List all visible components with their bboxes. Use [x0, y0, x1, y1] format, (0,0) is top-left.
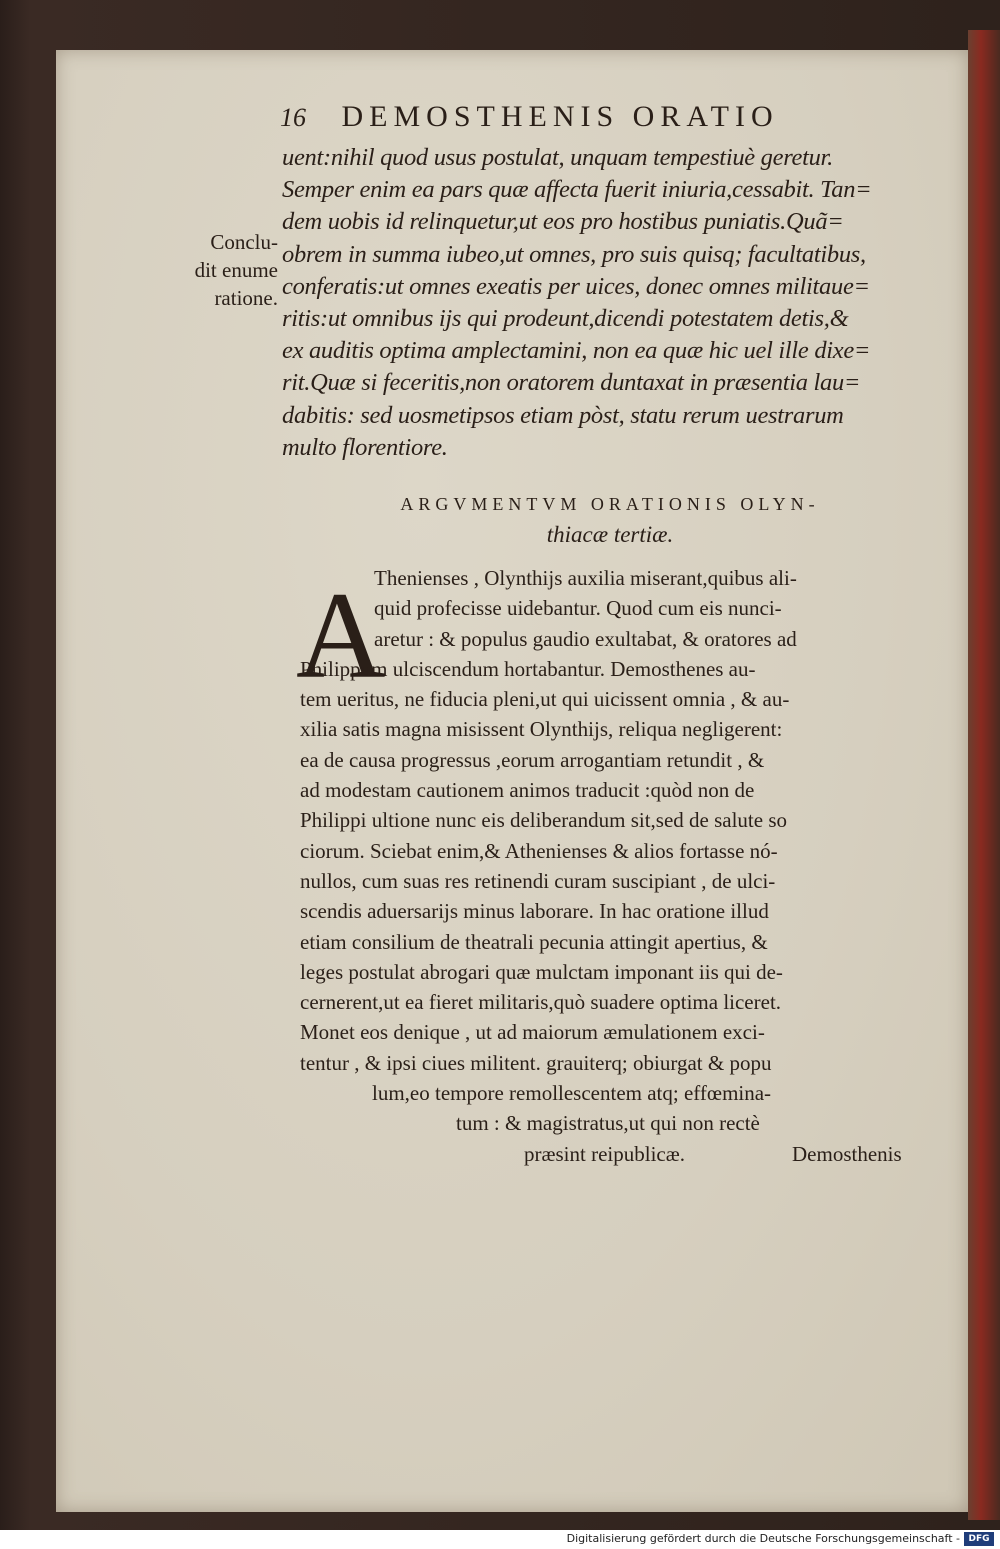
text-line: uent:nihil quod usus postulat, unquam tempestiuè geretur. — [282, 144, 833, 171]
text-line: dem uobis id relinquetur,ut eos pro hostibus puniatis.Quã= — [282, 208, 844, 236]
page-number: 16 — [280, 103, 306, 132]
running-head — [280, 100, 880, 134]
drop-cap: A — [296, 567, 386, 704]
text-line: rit.Quæ si feceritis,non oratorem duntaxat in præsentia lau= — [282, 369, 861, 397]
text-line: Thenienses , Olynthijs auxilia miserant,quibus ali- — [374, 566, 797, 590]
argument-subtitle: thiacæ tertiæ. — [546, 522, 674, 547]
text-line: tentur , & ipsi ciues militent. grauiterq; obiurgat & popu — [300, 1050, 772, 1075]
text-line: cernerent,ut ea fieret militaris,quò suadere optima liceret. — [300, 990, 782, 1015]
text-line: præsint reipublicæ. — [524, 1141, 685, 1166]
oration-conclusion-text — [282, 142, 932, 464]
text-line: scendis aduersarijs minus laborare. In hac oratione illud — [300, 899, 769, 924]
text-line: leges postulat abrogari quæ mulctam imponant iis qui de- — [300, 959, 783, 984]
text-line: Philippum ulciscendum hortabantur. Demosthenes au- — [300, 656, 756, 681]
margin-note — [150, 228, 278, 312]
book-spine — [968, 30, 1000, 1520]
margin-note-line: dit enume — [194, 258, 278, 282]
text-line: lum,eo tempore remollescentem atq; effœmina- — [372, 1081, 772, 1106]
text-line: conferatis:ut omnes exeatis per uices, donec omnes militaue= — [282, 272, 870, 300]
text-line: tem ueritus, ne fiducia pleni,ut qui uicissent omnia , & au- — [300, 687, 790, 712]
text-line: etiam consilium de theatrali pecunia attingit apertius, & — [300, 929, 768, 954]
text-line: ea de causa progressus ,eorum arrogantiam retundit , & — [300, 747, 765, 772]
dfg-logo: DFG — [964, 1532, 994, 1546]
footer-bar — [0, 1530, 1000, 1549]
text-line: nullos, cum suas res retinendi curam suscipiant , de ulci- — [300, 868, 776, 893]
argument-title: ARGVMENTVM ORATIONIS OLYN- — [400, 494, 820, 514]
running-head-title: DEMOSTHENIS ORATIO — [341, 100, 779, 133]
text-line: obrem in summa iubeo,ut omnes, pro suis quisq; facultatibus, — [282, 240, 866, 268]
text-line: xilia satis magna misissent Olynthijs, reliqua negligerent: — [300, 717, 783, 742]
argument-text — [300, 563, 940, 1169]
text-line: ex auditis optima amplectamini, non ea quæ hic uel ille dixe= — [282, 337, 871, 365]
text-line: dabitis: sed uosmetipsos etiam pòst, statu rerum uestrarum — [282, 401, 844, 429]
text-line: quid profecisse uidebantur. Quod cum eis nunci- — [374, 596, 782, 621]
text-line: Semper enim ea pars quæ affecta fuerit iniuria,cessabit. Tan= — [282, 176, 872, 204]
text-line: Philippi ultione nunc eis deliberandum sit,sed de salute so — [300, 808, 788, 833]
margin-note-line: ratione. — [214, 286, 278, 310]
margin-note-line: Conclu- — [210, 230, 278, 254]
text-line: Monet eos denique , ut ad maiorum æmulationem exci- — [300, 1020, 765, 1045]
text-line: tum : & magistratus,ut qui non rectè — [456, 1111, 760, 1136]
text-line: multo florentiore. — [282, 433, 448, 461]
text-line: ad modestam cautionem animos traducit :quòd non de — [300, 778, 755, 803]
funding-notice: Digitalisierung gefördert durch die Deutsche Forschungsgemeinschaft - — [566, 1532, 960, 1545]
text-line: ciorum. Sciebat enim,& Athenienses & alios fortasse nó- — [300, 838, 778, 863]
catchword: Demosthenis — [792, 1142, 902, 1166]
text-line: ritis:ut omnibus ijs qui prodeunt,dicendi potestatem detis,& — [282, 304, 849, 332]
text-line: aretur : & populus gaudio exultabat, & oratores ad — [374, 626, 797, 651]
